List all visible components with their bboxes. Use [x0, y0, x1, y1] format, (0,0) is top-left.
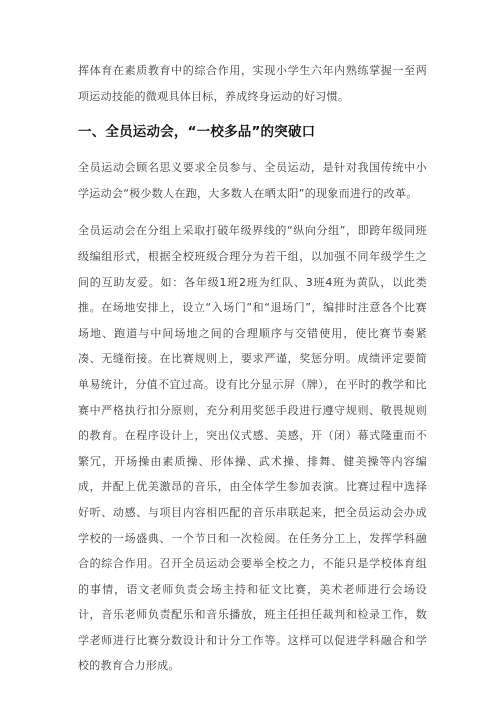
- section-heading: 一、全员运动会，“一校多品”的突破口: [78, 124, 316, 141]
- paragraph-gap: [78, 206, 427, 218]
- document-body: [78, 58, 427, 679]
- intro-paragraph: 挥体育在素质教育中的综合作用，实现小学生六年内熟练掌握一至两项运动技能的微观具体目标，养成终身运动的好习惯。: [78, 64, 427, 103]
- paragraph-2: 全员运动会在分组上采取打破年级界线的“纵向分组”，即跨年级同班级编组形式，根据全校班级合理分为若干组，以加强不同年级学生之间的互助友爱。如：各年级1班2班为红队、3班4班为黄队，以此类推。在场地安排上，设立“入场门”和“退场门”，编排时注意各个比赛场地、跑道与中间场地之间的合理顺序与交错使用，使比赛节奏紧凑、无缝衔接。在比赛规则上，要求严谨，奖惩分明。成绩评定要简单易统计，分值不宜过高。设有比分显示屏（牌），在平时的教学和比赛中严格执行扣分原则，充分利用奖惩手段进行遵守规则、敬畏规则的教育。在程序设计上，突出仪式感、美感，开（闭）幕式隆重而不繁冗，开场操由素质操、形体操、武术操、排舞、健美操等内容编成，并配上优美激昂的音乐，由全体学生参加表演。比赛过程中选择好听、动感、与项目内容相匹配的音乐串联起来，把全员运动会办成学校的一场盛典、一个节日和一次检阅。在任务分工上，发挥学科融合的综合作用。召开全员运动会要举全校之力，不能只是学校体育组的事情，语文老师负责会场主持和征文比赛，美术老师进行会场设计，音乐老师负责配乐和音乐播放，班主任担任裁判和检录工作，数学老师进行比赛分数设计和计分工作等。这样可以促进学科融合和学校的教育合力形成。: [78, 224, 427, 673]
- paragraph-1: 全员运动会顾名思义要求全员参与、全员运动，是针对我国传统中小学运动会“极少数人在跑，大多数人在晒太阳”的现象而进行的改革。: [78, 161, 427, 200]
